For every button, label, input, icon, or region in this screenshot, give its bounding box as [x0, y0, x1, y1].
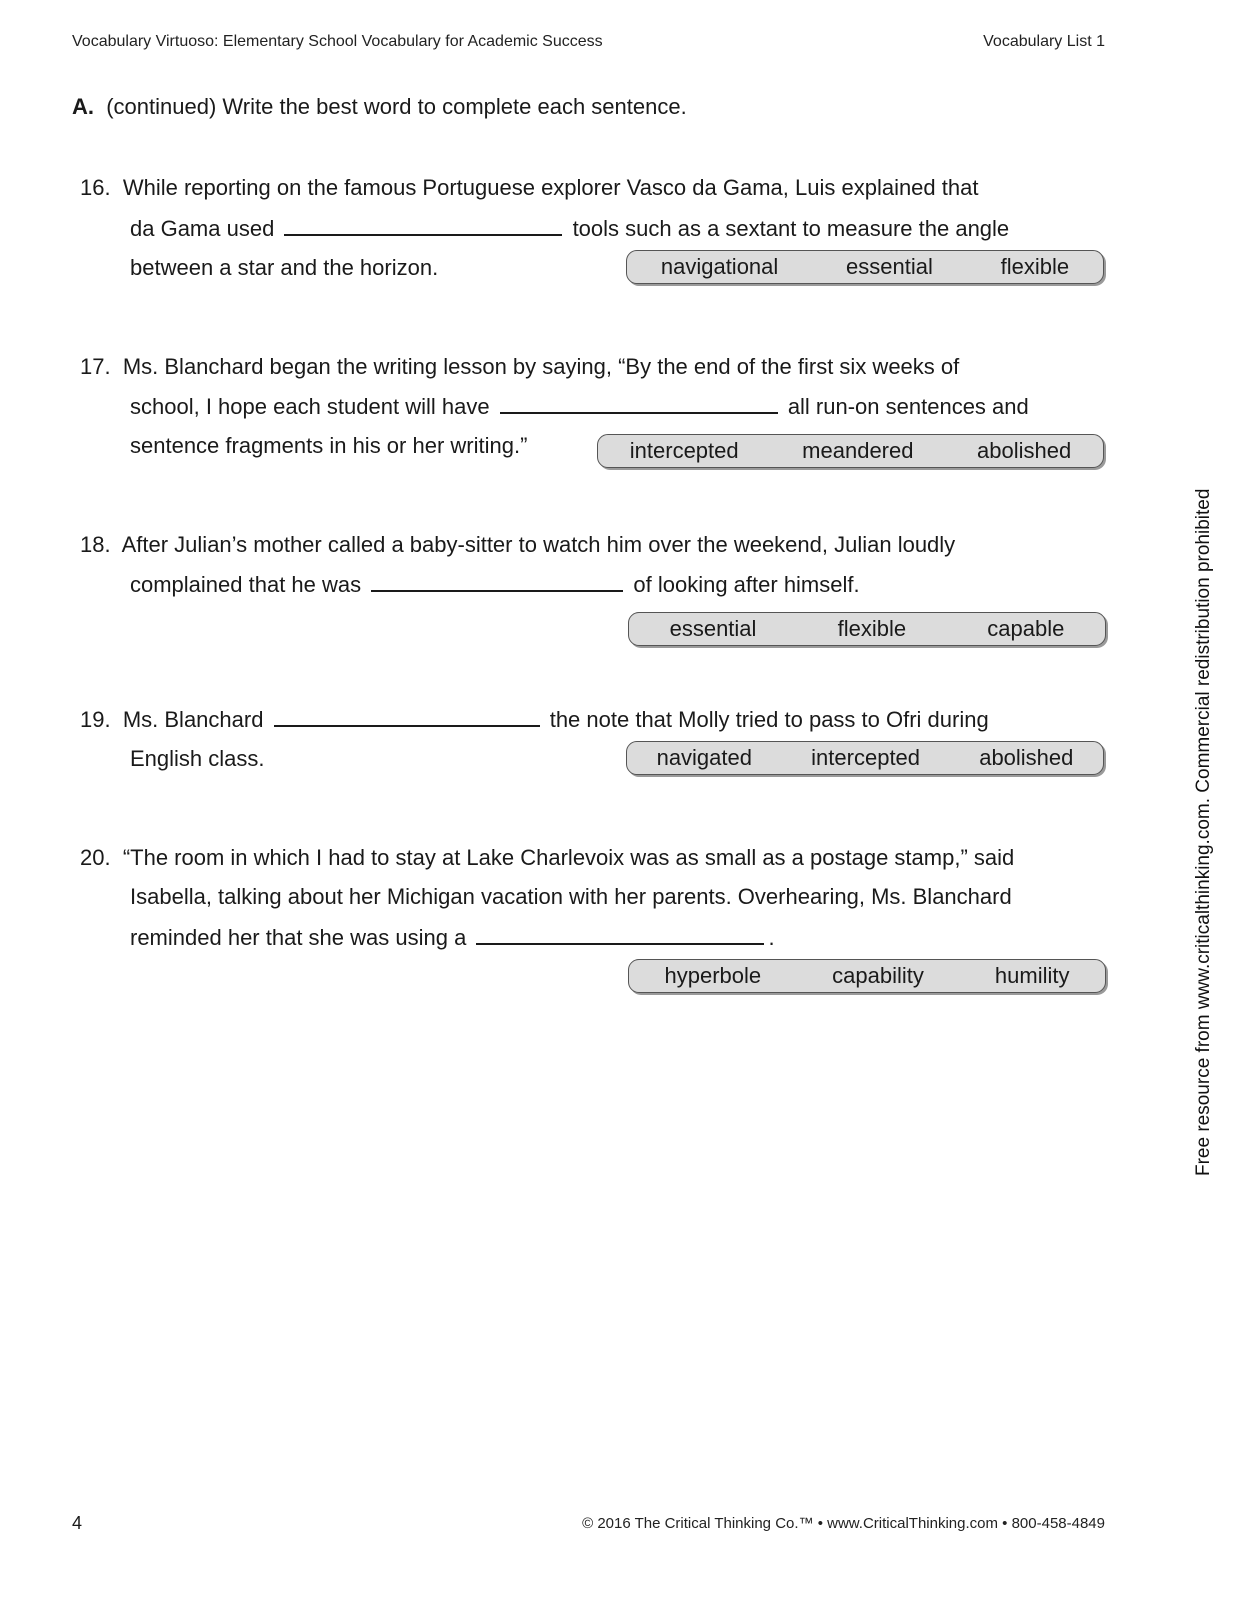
page-number: 4: [72, 1513, 83, 1533]
answer-blank[interactable]: [371, 570, 623, 592]
question-text: all run-on sentences and: [787, 394, 1029, 419]
question-text: between a star and the horizon.: [130, 255, 439, 280]
word-choice[interactable]: navigated: [656, 745, 752, 770]
question-text: sentence fragments in his or her writing.”: [130, 433, 528, 458]
instructions: [72, 94, 687, 120]
question-number: 17.: [80, 354, 111, 379]
copyright-footer: © 2016 The Critical Thinking Co.™ • www.CriticalThinking.com • 800-458-4849: [582, 1515, 1105, 1532]
answer-blank[interactable]: [500, 392, 778, 414]
word-choice-box: [628, 959, 1106, 993]
word-choice[interactable]: essential: [669, 616, 757, 641]
word-choice[interactable]: humility: [994, 963, 1070, 988]
question-text: Ms. Blanchard began the writing lesson by saying, “By the end of the first six weeks of: [122, 354, 960, 379]
instructions-label: A.: [72, 94, 94, 119]
word-choice-box: [626, 250, 1104, 284]
question-text: complained that he was: [130, 572, 362, 597]
word-choice[interactable]: flexible: [1000, 254, 1070, 279]
word-choice[interactable]: hyperbole: [664, 963, 762, 988]
question-number: 20.: [80, 845, 111, 870]
question-number: 16.: [80, 175, 111, 200]
word-choice-box: [628, 612, 1106, 646]
word-choice[interactable]: abolished: [979, 745, 1074, 770]
word-choice[interactable]: capable: [987, 616, 1065, 641]
word-choice[interactable]: intercepted: [811, 745, 921, 770]
word-choice[interactable]: flexible: [837, 616, 907, 641]
question-number: 18.: [80, 532, 111, 557]
answer-blank[interactable]: [284, 214, 562, 236]
header-title: Vocabulary Virtuoso: Elementary School Vocabulary for Academic Success: [72, 33, 603, 50]
question-text: English class.: [130, 746, 265, 771]
question-text: the note that Molly tried to pass to Ofri during: [549, 707, 989, 732]
question-text: “The room in which I had to stay at Lake Charlevoix was as small as a postage stamp,” said: [122, 845, 1015, 870]
word-choice[interactable]: essential: [846, 254, 933, 279]
instructions-text: (continued) Write the best word to complete each sentence.: [106, 94, 687, 119]
question-text: After Julian’s mother called a baby-sitter to watch him over the weekend, Julian loudly: [121, 532, 956, 557]
question-text: Ms. Blanchard: [122, 707, 264, 732]
word-choice-box: [626, 741, 1104, 775]
question-text: Isabella, talking about her Michigan vacation with her parents. Overhearing, Ms. Blanchard: [130, 884, 1012, 909]
word-choice[interactable]: intercepted: [629, 438, 739, 463]
header-list-name: Vocabulary List 1: [983, 33, 1105, 50]
word-choice[interactable]: capability: [832, 963, 924, 988]
question-text: school, I hope each student will have: [130, 394, 490, 419]
answer-blank[interactable]: [274, 705, 540, 727]
question-text: tools such as a sextant to measure the angle: [572, 216, 1010, 241]
redistribution-notice: Free resource from www.criticalthinking.com. Commercial redistribution prohibited: [1193, 488, 1214, 1176]
question-text: .: [768, 925, 775, 950]
question-number: 19.: [80, 707, 111, 732]
word-choice[interactable]: meandered: [802, 438, 914, 463]
question-text: of looking after himself.: [633, 572, 860, 597]
word-choice[interactable]: navigational: [660, 254, 779, 279]
word-choice-box: [597, 434, 1104, 468]
question-text: da Gama used: [130, 216, 275, 241]
word-choice[interactable]: abolished: [977, 438, 1072, 463]
question-text: While reporting on the famous Portuguese explorer Vasco da Gama, Luis explained that: [122, 175, 979, 200]
question-text: reminded her that she was using a: [130, 925, 467, 950]
answer-blank[interactable]: [476, 923, 764, 945]
